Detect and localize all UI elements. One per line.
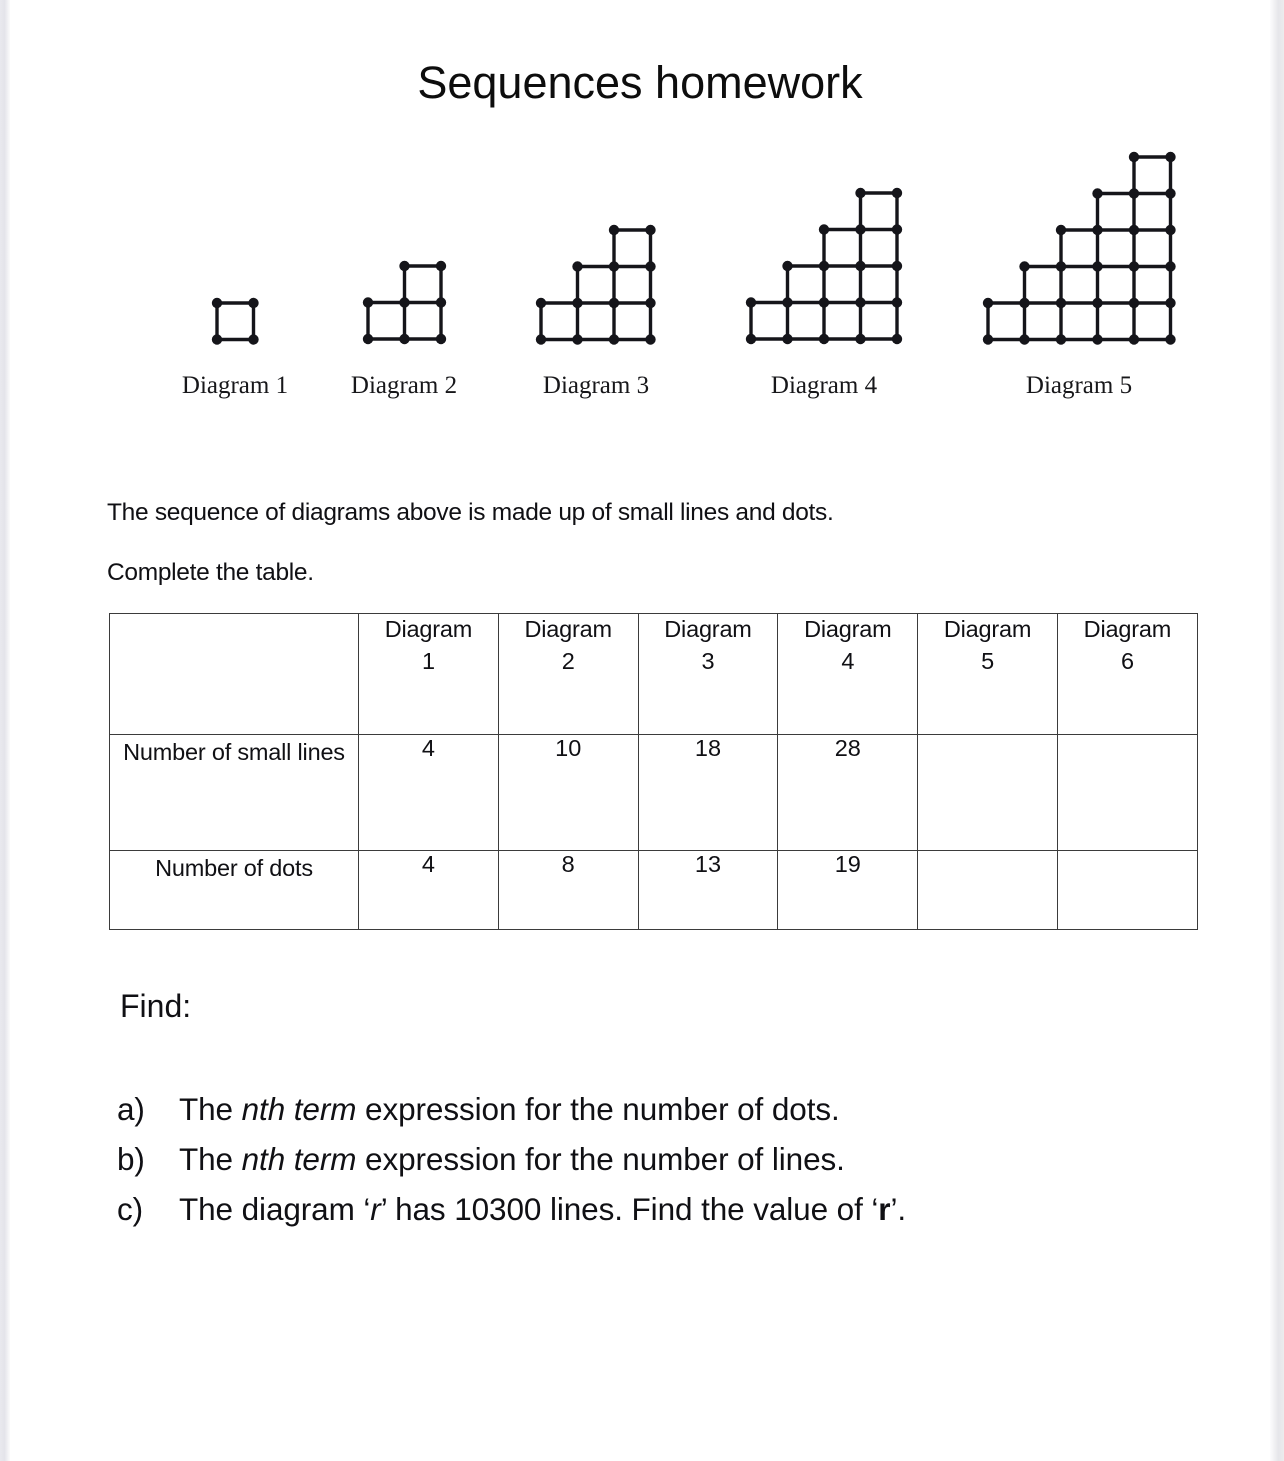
sequence-table xyxy=(109,613,1198,930)
diagram-figure-3 xyxy=(532,221,660,349)
table-row-dots xyxy=(110,851,1198,930)
cell-dots-d2[interactable]: 8 xyxy=(498,851,638,930)
find-heading: Find: xyxy=(120,988,192,1024)
question-item-b xyxy=(117,1135,1167,1185)
intro-text: The sequence of diagrams above is made up of small lines and dots. xyxy=(107,499,834,526)
header-word: Diagram xyxy=(384,616,473,642)
question-text: The nth term expression for the number of dots. xyxy=(179,1091,840,1127)
table-header-diagram-2 xyxy=(498,614,638,735)
diagram-sequence-strip xyxy=(10,140,1270,400)
cell-dots-d4[interactable]: 19 xyxy=(778,851,918,930)
header-number: 2 xyxy=(561,647,575,674)
cell-lines-d5[interactable] xyxy=(918,735,1058,851)
header-word: Diagram xyxy=(664,616,752,642)
diagram-label-5: Diagram 5 xyxy=(1025,372,1133,399)
header-word: Diagram xyxy=(804,616,892,642)
diagram-figure-5 xyxy=(979,148,1180,349)
page-gutter-right xyxy=(1270,0,1284,1461)
cell-lines-d4[interactable]: 28 xyxy=(778,735,918,851)
table-header-diagram-5 xyxy=(918,614,1058,735)
table-header-diagram-4 xyxy=(778,614,918,735)
table-header-diagram-6 xyxy=(1057,614,1197,735)
header-number: 1 xyxy=(421,647,435,674)
worksheet-sheet xyxy=(10,0,1270,1461)
diagram-figure-2 xyxy=(359,257,450,348)
diagram-figure-1 xyxy=(208,294,263,349)
header-number: 6 xyxy=(1120,647,1134,674)
cell-lines-d2[interactable]: 10 xyxy=(498,735,638,851)
sequence-table-wrapper xyxy=(109,613,1197,930)
diagram-label-4: Diagram 4 xyxy=(770,372,878,399)
diagram-figure-4 xyxy=(742,184,906,348)
cell-lines-d3[interactable]: 18 xyxy=(638,735,778,851)
question-marker: b) xyxy=(117,1140,145,1177)
instruction-text: Complete the table. xyxy=(107,559,314,586)
cell-dots-d1[interactable]: 4 xyxy=(359,851,499,930)
question-item-a xyxy=(117,1085,1167,1135)
question-text: The diagram ‘r’ has 10300 lines. Find the value of ‘r’. xyxy=(179,1190,907,1227)
table-header-row xyxy=(110,614,1198,735)
header-number: 5 xyxy=(981,647,995,674)
header-number: 3 xyxy=(701,647,715,674)
question-marker: a) xyxy=(117,1091,145,1127)
table-header-diagram-1 xyxy=(359,614,499,735)
diagram-label-1: Diagram 1 xyxy=(181,372,289,399)
cell-dots-d3[interactable]: 13 xyxy=(638,851,778,930)
table-row-small-lines xyxy=(110,735,1198,851)
cell-dots-d5[interactable] xyxy=(918,851,1058,930)
row-label-small-lines: Number of small lines xyxy=(110,735,359,851)
table-body xyxy=(110,735,1198,930)
row-label-dots: Number of dots xyxy=(110,851,359,930)
page-title: Sequences homework xyxy=(417,57,863,108)
diagram-label-2: Diagram 2 xyxy=(350,372,458,399)
table-corner-cell xyxy=(110,614,359,735)
question-item-c xyxy=(117,1185,1167,1235)
question-list xyxy=(117,1085,1167,1234)
cell-lines-d1[interactable]: 4 xyxy=(359,735,499,851)
diagram-label-3: Diagram 3 xyxy=(542,372,650,399)
header-word: Diagram xyxy=(943,616,1032,642)
header-word: Diagram xyxy=(1083,616,1172,642)
cell-dots-d6[interactable] xyxy=(1057,851,1197,930)
question-text: The nth term expression for the number of lines. xyxy=(179,1140,845,1177)
cell-lines-d6[interactable] xyxy=(1057,735,1197,851)
page-gutter-left xyxy=(0,0,10,1461)
table-header-diagram-3 xyxy=(638,614,778,735)
question-marker: c) xyxy=(117,1190,144,1227)
header-word: Diagram xyxy=(524,616,612,642)
header-number: 4 xyxy=(841,647,855,674)
table-head xyxy=(110,614,1198,735)
